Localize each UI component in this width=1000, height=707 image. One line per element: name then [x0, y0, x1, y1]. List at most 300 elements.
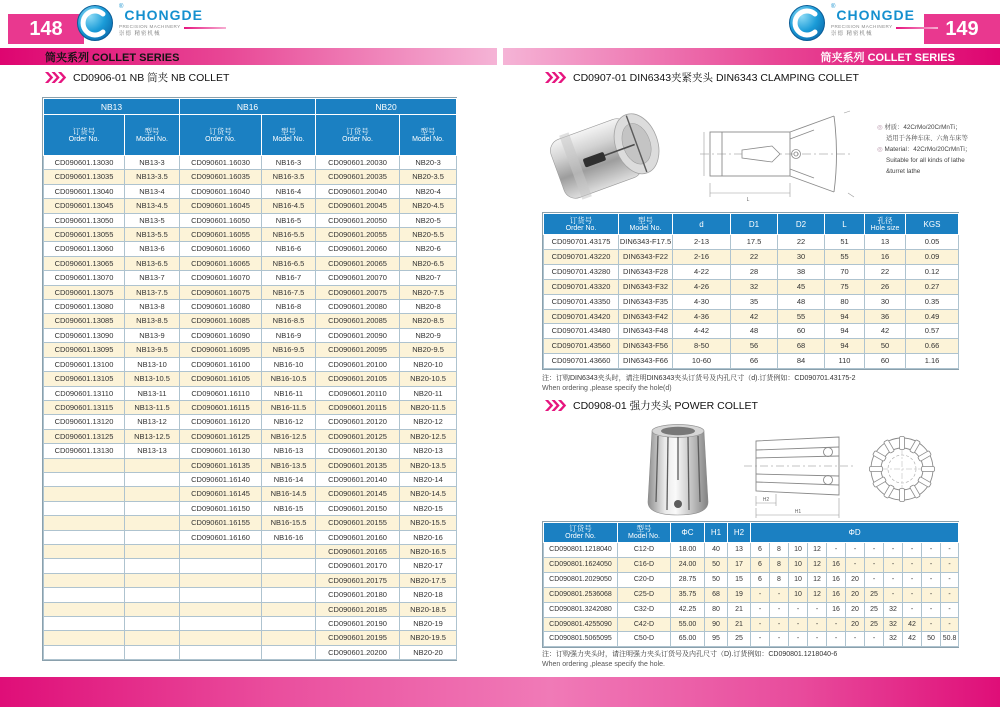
table-cell: NB20-14.5: [400, 487, 457, 501]
table-cell: [44, 530, 125, 544]
table-cell: 65.00: [671, 632, 705, 647]
table-cell: 94: [825, 324, 865, 339]
table-cell: CD090601.16055: [180, 228, 262, 242]
table-cell: -: [941, 617, 959, 632]
table-cell: -: [922, 602, 941, 617]
table-cell: 32: [884, 632, 903, 647]
table-cell: 68: [778, 339, 825, 354]
table-cell: 28: [731, 264, 778, 279]
table-cell: 4-22: [673, 264, 731, 279]
table-cell: CD090601.20170: [316, 559, 400, 573]
table-cell: DIN6343-F22: [619, 249, 673, 264]
table-cell: CD090601.13030: [44, 156, 125, 170]
table-cell: -: [846, 557, 865, 572]
table-cell: 32: [731, 279, 778, 294]
table-cell: NB20-18.5: [400, 602, 457, 616]
table-cell: -: [903, 587, 922, 602]
table-cell: 16: [827, 557, 846, 572]
table-cell: CD090601.16070: [180, 271, 262, 285]
table-cell: 8-50: [673, 339, 731, 354]
table-cell: -: [827, 617, 846, 632]
table-cell: NB20-7: [400, 271, 457, 285]
table-cell: 12: [808, 572, 827, 587]
table-cell: 50.8: [941, 632, 959, 647]
table-cell: NB16-15.5: [262, 516, 316, 530]
table-cell: -: [903, 572, 922, 587]
table-cell: CD090601.20050: [316, 213, 400, 227]
table-cell: [44, 645, 125, 659]
material-notes: [877, 122, 999, 177]
table-cell: NB20-13: [400, 444, 457, 458]
table-cell: NB16-10.5: [262, 372, 316, 386]
table-cell: CD090601.16115: [180, 400, 262, 414]
globe-logo-icon: [788, 4, 826, 42]
table-cell: DIN6343-F17.5: [619, 235, 673, 250]
table-row: [544, 632, 959, 647]
table-cell: 60: [778, 324, 825, 339]
col-header-hole: 孔径 Hole size: [865, 214, 906, 235]
table-cell: CD090601.20090: [316, 328, 400, 342]
table-cell: 12: [808, 587, 827, 602]
table-cell: [262, 631, 316, 645]
table-cell: -: [941, 587, 959, 602]
table-cell: CD090601.20165: [316, 544, 400, 558]
table-cell: 94: [825, 309, 865, 324]
table-cell: CD090601.20185: [316, 602, 400, 616]
col-header-model: 型号 Model No.: [619, 214, 673, 235]
table-cell: NB20-3.5: [400, 170, 457, 184]
table-cell: [125, 588, 180, 602]
col-header-order: 订货号 Order No.: [544, 523, 618, 543]
table-cell: CD090701.43280: [544, 264, 619, 279]
table-cell: [125, 530, 180, 544]
table-cell: CD090601.16080: [180, 300, 262, 314]
table-cell: DIN6343-F56: [619, 339, 673, 354]
table-cell: 32: [884, 617, 903, 632]
table-cell: CD090601.16095: [180, 343, 262, 357]
table-cell: -: [789, 617, 808, 632]
table-cell: [180, 617, 262, 631]
table-cell: 0.05: [906, 235, 959, 250]
table-cell: CD090601.13125: [44, 429, 125, 443]
table-cell: 25: [728, 632, 751, 647]
table-cell: 70: [825, 264, 865, 279]
table-cell: 13: [728, 543, 751, 558]
table-row: [44, 544, 457, 558]
table-cell: DIN6343-F28: [619, 264, 673, 279]
table-cell: 8: [770, 557, 789, 572]
table-cell: [262, 588, 316, 602]
table-cell: 55: [778, 309, 825, 324]
table-cell: CD090701.43175: [544, 235, 619, 250]
table-cell: 2-13: [673, 235, 731, 250]
table-cell: -: [770, 617, 789, 632]
table-cell: CD090601.16120: [180, 415, 262, 429]
table-cell: C25-D: [618, 587, 671, 602]
table-cell: 56: [731, 339, 778, 354]
table-cell: 4-30: [673, 294, 731, 309]
table-cell: -: [846, 543, 865, 558]
table-cell: NB13-5: [125, 213, 180, 227]
table-cell: CD090601.13110: [44, 386, 125, 400]
registered-mark: ®: [831, 4, 836, 11]
table-cell: 8: [770, 543, 789, 558]
table-cell: CD090601.13045: [44, 199, 125, 213]
table-cell: CD090601.13130: [44, 444, 125, 458]
page-number-left: 148: [8, 14, 84, 44]
table-cell: DIN6343-F42: [619, 309, 673, 324]
table-cell: CD090701.43480: [544, 324, 619, 339]
table-cell: NB20-10: [400, 357, 457, 371]
brand-chinese: 崇德 精密机械: [831, 31, 873, 38]
table-cell: 35: [731, 294, 778, 309]
table-cell: CD090601.16155: [180, 516, 262, 530]
table-cell: 17.5: [731, 235, 778, 250]
table-cell: CD090601.13080: [44, 300, 125, 314]
table-cell: NB13-12.5: [125, 429, 180, 443]
table-cell: CD090601.20030: [316, 156, 400, 170]
table-row: [44, 530, 457, 544]
table-cell: 32: [884, 602, 903, 617]
table-cell: CD090601.20175: [316, 573, 400, 587]
table-cell: 35.75: [671, 587, 705, 602]
table-cell: [262, 645, 316, 659]
table-cell: CD090801.4255090: [544, 617, 618, 632]
table-cell: NB20-5.5: [400, 228, 457, 242]
table-row: [544, 602, 959, 617]
table-cell: DIN6343-F32: [619, 279, 673, 294]
dim-label-h1: H1: [794, 509, 802, 515]
table-cell: CD090601.20160: [316, 530, 400, 544]
table-cell: C42-D: [618, 617, 671, 632]
table-cell: CD090601.13040: [44, 184, 125, 198]
table-cell: NB20-17.5: [400, 573, 457, 587]
table-cell: 6: [751, 572, 770, 587]
table-cell: -: [789, 602, 808, 617]
table-cell: -: [941, 543, 959, 558]
table-row: [44, 400, 457, 414]
table-cell: -: [941, 602, 959, 617]
triple-chevron-icon: [545, 400, 567, 411]
table-cell: -: [884, 557, 903, 572]
table-cell: CD090601.16130: [180, 444, 262, 458]
table-cell: -: [903, 557, 922, 572]
table-cell: [125, 559, 180, 573]
table-cell: -: [922, 587, 941, 602]
table-cell: 10: [789, 543, 808, 558]
table-cell: C16-D: [618, 557, 671, 572]
table-cell: NB20-12: [400, 415, 457, 429]
table-row: [544, 294, 959, 309]
table-cell: NB16-12: [262, 415, 316, 429]
table-cell: -: [865, 543, 884, 558]
table-cell: -: [827, 543, 846, 558]
table-cell: NB20-11: [400, 386, 457, 400]
table-row: [44, 631, 457, 645]
table-cell: -: [751, 587, 770, 602]
table-row: [544, 309, 959, 324]
chongde-logo: [788, 4, 938, 42]
table-cell: CD090601.16060: [180, 242, 262, 256]
table-cell: CD090801.2536068: [544, 587, 618, 602]
table-cell: CD090601.16150: [180, 501, 262, 515]
ordering-note-cn: 注：订购DIN6343夹头时，请注明DIN6343夹头订货号及内孔尺寸（d).订货例如：CD090701.43175-2: [542, 375, 856, 382]
table-cell: -: [865, 557, 884, 572]
table-cell: CD090601.13120: [44, 415, 125, 429]
table-cell: 0.35: [906, 294, 959, 309]
col-group-nb20: NB20: [316, 99, 457, 115]
table-cell: CD090801.1218040: [544, 543, 618, 558]
table-cell: 20: [846, 602, 865, 617]
table-cell: [125, 458, 180, 472]
col-header-d1: D1: [731, 214, 778, 235]
table-cell: NB16-9.5: [262, 343, 316, 357]
table-cell: NB13-9: [125, 328, 180, 342]
table-cell: 17: [728, 557, 751, 572]
triple-chevron-icon: [45, 72, 67, 83]
table-cell: CD090601.16040: [180, 184, 262, 198]
table-cell: CD090801.2029050: [544, 572, 618, 587]
table-row: [44, 386, 457, 400]
ordering-note-en: When ordering ,please specify the hole(d): [542, 385, 672, 392]
table-cell: NB13-10.5: [125, 372, 180, 386]
table-row: [44, 415, 457, 429]
table-cell: NB16-14: [262, 472, 316, 486]
table-cell: CD090701.43420: [544, 309, 619, 324]
table-cell: [125, 501, 180, 515]
power-collet-side-drawing: [742, 428, 860, 525]
table-cell: NB20-17: [400, 559, 457, 573]
table-row: [44, 242, 457, 256]
table-cell: 4-26: [673, 279, 731, 294]
table-cell: CD090601.16050: [180, 213, 262, 227]
table-cell: [44, 602, 125, 616]
table-cell: 25: [865, 602, 884, 617]
table-cell: -: [770, 602, 789, 617]
table-cell: NB13-6: [125, 242, 180, 256]
table-cell: -: [922, 557, 941, 572]
bullet-icon: ◎: [877, 146, 883, 153]
table-cell: NB13-9.5: [125, 343, 180, 357]
table-row: [44, 516, 457, 530]
footer-bar: [0, 677, 1000, 707]
table-cell: -: [751, 632, 770, 647]
section-title-din6343: [545, 70, 859, 85]
col-header-phi-c: ΦC: [671, 523, 705, 543]
table-cell: NB13-12: [125, 415, 180, 429]
table-cell: CD090801.5065095: [544, 632, 618, 647]
table-cell: [262, 602, 316, 616]
table-cell: CD090601.13115: [44, 400, 125, 414]
table-row: [44, 645, 457, 659]
table-cell: [125, 645, 180, 659]
chongde-logo: [76, 4, 226, 42]
table-cell: 6: [751, 543, 770, 558]
table-row: [44, 184, 457, 198]
table-cell: NB20-18: [400, 588, 457, 602]
table-row: [544, 339, 959, 354]
dim-label-l: L: [746, 197, 750, 203]
table-cell: NB13-3: [125, 156, 180, 170]
table-cell: [262, 617, 316, 631]
table-cell: [44, 516, 125, 530]
table-cell: CD090601.20190: [316, 617, 400, 631]
table-row: [544, 249, 959, 264]
table-cell: 6: [751, 557, 770, 572]
table-cell: [180, 573, 262, 587]
table-cell: CD090701.43560: [544, 339, 619, 354]
section-title-text: CD0907-01 DIN6343夹紧夹头 DIN6343 CLAMPING COLLET: [573, 72, 859, 84]
table-cell: NB16-3: [262, 156, 316, 170]
table-cell: CD090601.20130: [316, 444, 400, 458]
table-row: [44, 588, 457, 602]
table-cell: 42: [903, 632, 922, 647]
table-cell: CD090601.13055: [44, 228, 125, 242]
table-cell: -: [922, 572, 941, 587]
table-cell: NB16-13: [262, 444, 316, 458]
table-cell: 21: [728, 617, 751, 632]
table-cell: CD090801.1624050: [544, 557, 618, 572]
brand-subtitle: PRECISION MACHINERY: [119, 24, 181, 30]
table-cell: NB20-8: [400, 300, 457, 314]
brand-name: CHONGDE: [124, 7, 203, 24]
table-cell: -: [770, 632, 789, 647]
table-cell: CD090601.20105: [316, 372, 400, 386]
col-header-order: 订货号 Order No.: [180, 115, 262, 156]
table-cell: NB20-16.5: [400, 544, 457, 558]
table-cell: -: [884, 587, 903, 602]
table-cell: NB13-11: [125, 386, 180, 400]
table-cell: [44, 501, 125, 515]
table-cell: 75: [825, 279, 865, 294]
table-cell: -: [751, 602, 770, 617]
table-cell: 16: [827, 587, 846, 602]
table-row: [44, 372, 457, 386]
col-header-order: 订货号 Order No.: [44, 115, 125, 156]
table-cell: CD090601.16125: [180, 429, 262, 443]
table-cell: CD090701.43220: [544, 249, 619, 264]
table-cell: 2-16: [673, 249, 731, 264]
table-cell: [262, 544, 316, 558]
table-cell: CD090601.20125: [316, 429, 400, 443]
table-cell: 25: [865, 617, 884, 632]
table-cell: CD090601.13095: [44, 343, 125, 357]
table-cell: 50: [705, 557, 728, 572]
table-cell: NB16-7: [262, 271, 316, 285]
table-cell: NB13-6.5: [125, 256, 180, 270]
table-cell: 20: [846, 572, 865, 587]
table-row: [44, 328, 457, 342]
table-cell: CD090601.13060: [44, 242, 125, 256]
table-cell: 22: [731, 249, 778, 264]
table-cell: -: [770, 587, 789, 602]
table-cell: [125, 472, 180, 486]
table-cell: [125, 631, 180, 645]
table-row: [44, 156, 457, 170]
table-cell: 10: [789, 557, 808, 572]
table-cell: [44, 559, 125, 573]
table-cell: 10: [789, 587, 808, 602]
table-cell: 94: [825, 339, 865, 354]
table-cell: NB16-4.5: [262, 199, 316, 213]
table-cell: 42: [865, 324, 906, 339]
table-cell: NB20-8.5: [400, 314, 457, 328]
table-cell: NB20-12.5: [400, 429, 457, 443]
table-cell: -: [941, 572, 959, 587]
section-title-nb-collet: [45, 70, 229, 85]
table-cell: NB20-10.5: [400, 372, 457, 386]
table-cell: 16: [827, 572, 846, 587]
table-row: [44, 472, 457, 486]
table-row: [44, 487, 457, 501]
table-cell: [125, 544, 180, 558]
section-title-text: CD0908-01 强力夹头 POWER COLLET: [573, 400, 758, 412]
table-cell: NB16-4: [262, 184, 316, 198]
table-cell: CD090601.20070: [316, 271, 400, 285]
table-row: [44, 213, 457, 227]
table-cell: NB16-3.5: [262, 170, 316, 184]
table-cell: -: [941, 557, 959, 572]
table-cell: CD090601.20180: [316, 588, 400, 602]
table-cell: NB13-4: [125, 184, 180, 198]
din6343-table: [542, 212, 959, 370]
table-cell: 24.00: [671, 557, 705, 572]
table-row: [44, 559, 457, 573]
table-row: [44, 271, 457, 285]
table-cell: 10: [789, 572, 808, 587]
brand-name: CHONGDE: [836, 7, 915, 24]
col-header-model: 型号 Model No.: [618, 523, 671, 543]
series-banner-left: 筒夹系列 COLLET SERIES: [0, 48, 497, 65]
col-group-nb13: NB13: [44, 99, 180, 115]
table-cell: 42: [731, 309, 778, 324]
table-cell: CD090601.20045: [316, 199, 400, 213]
table-row: [44, 343, 457, 357]
col-header-order: 订货号 Order No.: [544, 214, 619, 235]
table-row: [44, 300, 457, 314]
registered-mark: ®: [119, 4, 124, 11]
table-cell: NB16-5.5: [262, 228, 316, 242]
table-cell: 48: [778, 294, 825, 309]
table-cell: 22: [778, 235, 825, 250]
table-row: [44, 170, 457, 184]
table-cell: NB16-7.5: [262, 285, 316, 299]
table-cell: NB20-15: [400, 501, 457, 515]
table-cell: CD090601.16035: [180, 170, 262, 184]
col-header-kgs: KGS: [906, 214, 959, 235]
table-cell: 10-60: [673, 354, 731, 369]
table-cell: NB16-9: [262, 328, 316, 342]
table-cell: -: [865, 572, 884, 587]
table-cell: DIN6343-F66: [619, 354, 673, 369]
table-cell: 60: [865, 354, 906, 369]
table-row: [44, 429, 457, 443]
table-cell: [125, 617, 180, 631]
table-cell: CD090601.13100: [44, 357, 125, 371]
table-cell: 26: [865, 279, 906, 294]
table-cell: 21: [728, 602, 751, 617]
table-cell: CD090601.16100: [180, 357, 262, 371]
table-cell: 0.49: [906, 309, 959, 324]
table-cell: CD090601.20040: [316, 184, 400, 198]
table-cell: CD090601.20200: [316, 645, 400, 659]
power-collet-photo: [641, 420, 715, 525]
table-cell: -: [922, 543, 941, 558]
table-cell: CD090601.13065: [44, 256, 125, 270]
table-cell: [180, 645, 262, 659]
table-cell: -: [808, 617, 827, 632]
table-cell: -: [808, 632, 827, 647]
